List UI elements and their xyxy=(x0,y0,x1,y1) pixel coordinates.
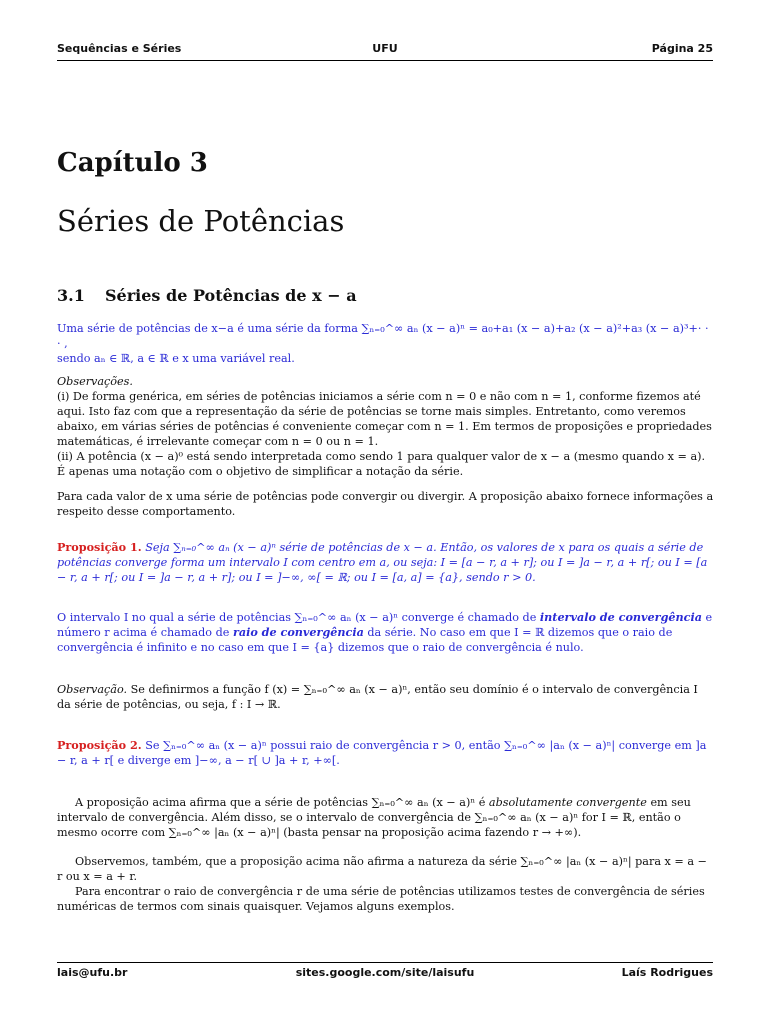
term-interval-of-convergence: intervalo de convergência xyxy=(539,610,702,624)
section-number: 3.1 xyxy=(57,286,85,305)
footer-email: lais@ufu.br xyxy=(57,966,128,979)
page-header xyxy=(57,42,713,60)
observation-i: (i) De forma genérica, em séries de potências iniciamos a série com n = 0 e não com n = 1, conforme fizemos até aqui. Isto faz com que a representação da série de potências se torne mais simples. Entretanto, como veremos abaixo, em várias séries de potências é conveniente começar com n = 1. Em termos de proposições e propriedades matemáticas, é irrelevante começar com n = 0 ou n = 1. xyxy=(57,390,712,448)
proposition-2-text: Se ∑ₙ₌₀^∞ aₙ (x − a)ⁿ possui raio de convergência r > 0, então ∑ₙ₌₀^∞ |aₙ (x − a)ⁿ| converge em ]a − r, a + r[ e diverge em ]−∞, a − r[ ∪ ]a + r, +∞[. xyxy=(57,739,707,767)
proposition-1 xyxy=(57,540,715,585)
proposition-2-label: Proposição 2. xyxy=(57,738,142,752)
term-radius-of-convergence: raio de convergência xyxy=(232,625,364,639)
observation-2 xyxy=(57,682,715,712)
definition-line-2: sendo aₙ ∈ ℝ, a ∈ ℝ e x uma variável real. xyxy=(57,352,295,365)
header-left: Sequências e Séries xyxy=(57,42,182,55)
observations xyxy=(57,374,715,479)
interval-paragraph xyxy=(57,610,715,655)
footer-author: Laís Rodrigues xyxy=(621,966,713,979)
closing-paragraph-2: Observemos, também, que a proposição acima não afirma a natureza da série ∑ₙ₌₀^∞ |aₙ (x − a)ⁿ| para x = a − r ou x = a + r. xyxy=(57,855,707,883)
observations-label: Observações. xyxy=(57,375,133,388)
closing-p1-start: A proposição acima afirma que a série de potências ∑ₙ₌₀^∞ aₙ (x − a)ⁿ é xyxy=(75,796,486,809)
closing-p1-end: em seu intervalo de convergência. Além disso, se o intervalo de convergência de ∑ₙ₌₀^∞ aₙ (x − a)ⁿ for I = ℝ, então o mesmo ocorre com ∑ₙ₌₀^∞ |aₙ (x − a)ⁿ| (basta pensar na proposição acima fazendo r → +∞). xyxy=(57,796,691,839)
observation-2-text: Se definirmos a função f (x) = ∑ₙ₌₀^∞ aₙ (x − a)ⁿ, então seu domínio é o intervalo de convergência I da série de potências, ou seja, f : I → ℝ. xyxy=(57,683,698,711)
proposition-1-label: Proposição 1. xyxy=(57,540,142,554)
observation-ii: (ii) A potência (x − a)⁰ está sendo interpretada como sendo 1 para qualquer valor de x − a (mesmo quando x = a). É apenas uma notação com o objetivo de simplificar a notação da série. xyxy=(57,450,706,478)
closing-text xyxy=(57,795,715,914)
header-rule xyxy=(57,60,713,61)
proposition-2 xyxy=(57,738,715,768)
intro-paragraph: Para cada valor de x uma série de potências pode convergir ou divergir. A proposição abaixo fornece informações a respeito desse comportamento. xyxy=(57,490,714,518)
definition xyxy=(57,321,715,366)
interval-text-2: e número r acima é chamado de xyxy=(57,611,713,639)
definition-line-1: Uma série de potências de x−a é uma série da forma ∑ₙ₌₀^∞ aₙ (x − a)ⁿ = a₀+a₁ (x − a)+a₂ (x − a)²+a₃ (x − a)³+· · · , xyxy=(57,322,709,350)
interval-text-3: da série. No caso em que I = ℝ dizemos que o raio de convergência é infinito e no caso em que I = {a} dizemos que o raio de convergência é nulo. xyxy=(57,626,673,654)
footer-rule xyxy=(57,962,713,963)
closing-paragraph-1 xyxy=(57,795,715,840)
absolutely-convergent-term: absolutamente convergente xyxy=(488,796,647,809)
header-page-number: Página 25 xyxy=(651,42,713,55)
footer-site: sites.google.com/site/laisufu xyxy=(295,966,475,979)
closing-paragraph-3: Para encontrar o raio de convergência r de uma série de potências utilizamos testes de convergência de séries numéricas de termos com sinais quaisquer. Vejamos alguns exemplos. xyxy=(57,885,705,913)
section-heading xyxy=(57,286,715,305)
interval-text-1: O intervalo I no qual a série de potências ∑ₙ₌₀^∞ aₙ (x − a)ⁿ converge é chamado de xyxy=(57,611,537,624)
chapter-title: Séries de Potências xyxy=(57,204,345,238)
header-center: UFU xyxy=(372,42,398,55)
observation-2-label: Observação. xyxy=(57,683,128,696)
section-title: Séries de Potências de x − a xyxy=(105,286,357,305)
chapter-label: Capítulo 3 xyxy=(57,148,208,178)
proposition-1-text: Seja ∑ₙ₌₀^∞ aₙ (x − a)ⁿ série de potências de x − a. Então, os valores de x para os quais a série de potências converge forma um intervalo I com centro em a, ou seja: I = [a − r, a + r]; ou I = ]a − r, a + r[; ou I = [a − r, a + r[; ou I = ]a − r, a + r]; ou I = ]−∞, ∞[ = ℝ; ou I = [a, a] = {a}, sendo r > 0. xyxy=(57,541,708,584)
page-footer xyxy=(57,966,713,984)
